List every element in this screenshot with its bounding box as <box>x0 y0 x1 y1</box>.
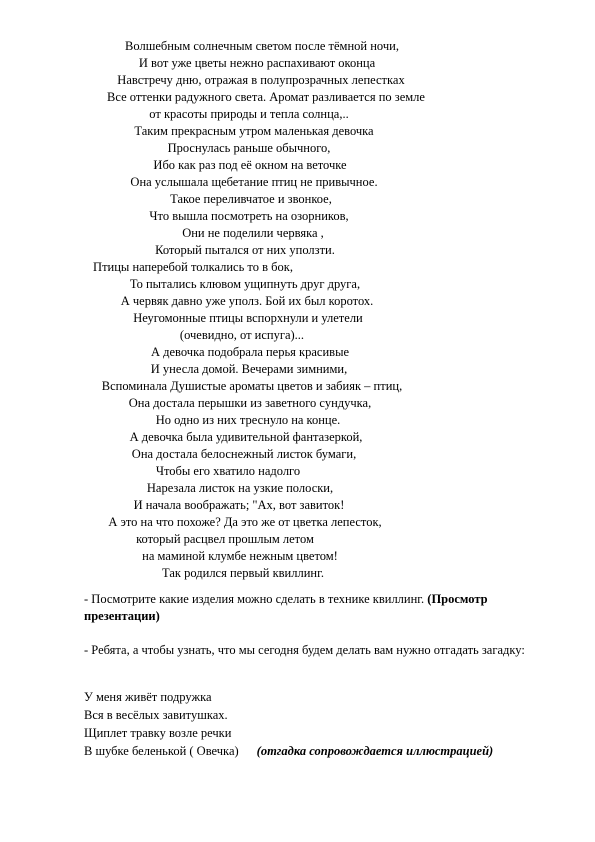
poem-line: Так родился первый квиллинг. <box>162 566 324 580</box>
poem-line: А девочка подобрала перья красивые <box>150 345 350 359</box>
poem-line: То пытались клювом ущипнуть друг друга, <box>129 277 361 291</box>
poem-line: Проснулась раньше обычного, <box>167 141 331 155</box>
poem-line: Волшебным солнечным светом после тёмной ночи, <box>125 39 399 53</box>
poem-line: А червяк давно уже уполз. Бой их был коротох. <box>120 294 374 308</box>
poem-line: Ибо как раз под её окном на веточке <box>153 158 347 172</box>
poem-line: И унесла домой. Вечерами зимними, <box>150 362 348 376</box>
poem-line: Они не поделили червяка , <box>182 226 324 240</box>
riddle-intro-paragraph: - Ребята, а чтобы узнать, что мы сегодня будем делать вам нужно отгадать загадку: <box>84 643 525 657</box>
riddle-line <box>84 743 493 760</box>
presentation-paragraph <box>84 591 544 625</box>
poem-line: Но одно из них треснуло на конце. <box>155 413 341 427</box>
poem-line: А девочка была удивительной фантазеркой, <box>129 430 363 444</box>
poem-line: Который пытался от них уползти. <box>155 243 335 257</box>
poem-line: Она услышала щебетание птиц не привычное. <box>130 175 378 189</box>
poem-line: Она достала белоснежный листок бумаги, <box>131 447 357 461</box>
poem-line: И начала воображать; "Ах, вот завиток! <box>133 498 345 512</box>
poem-line: Навстречу дню, отражая в полупрозрачных лепестках <box>117 73 405 87</box>
poem-line: И вот уже цветы нежно распахивают оконца <box>138 56 376 70</box>
poem-line: А это на что похоже? Да это же от цветка лепесток, <box>108 515 382 529</box>
presentation-note: (Просмотр презентации) <box>84 592 488 623</box>
presentation-text: - Посмотрите какие изделия можно сделать в технике квиллинг. <box>84 592 428 606</box>
poem-line: от красоты природы и тепла солнца,.. <box>149 107 349 121</box>
poem-line: Она достала перышки из заветного сундучка, <box>128 396 372 410</box>
riddle-line: Вся в весёлых завитушках. <box>84 708 228 722</box>
poem-line: Таким прекрасным утром маленькая девочка <box>134 124 374 138</box>
poem-line: Неугомонные птицы вспорхнули и улетели <box>133 311 363 325</box>
poem-line: Чтобы его хватило надолго <box>155 464 301 478</box>
poem-line: Нарезала листок на узкие полоски, <box>146 481 334 495</box>
riddle-line: У меня живёт подружка <box>84 690 212 704</box>
poem-line: Что вышла посмотреть на озорников, <box>149 209 349 223</box>
riddle-last-line: В шубке беленькой ( Овечка) <box>84 744 239 758</box>
poem-line: Все оттенки радужного света. Аромат разливается по земле <box>107 90 425 104</box>
poem-line: Птицы наперебой толкались то в бок, <box>93 260 293 274</box>
poem-line: Такое переливчатое и звонкое, <box>170 192 332 206</box>
riddle-line: Щиплет травку возле речки <box>84 726 232 740</box>
poem-line: на маминой клумбе нежным цветом! <box>142 549 338 563</box>
poem-line: Вспоминала Душистые ароматы цветов и забияк – птиц, <box>101 379 403 393</box>
riddle-note: (отгадка сопровождается иллюстрацией) <box>256 744 494 758</box>
poem-line: (очевидно, от испуга)... <box>179 328 305 342</box>
poem-line: который расцвел прошлым летом <box>136 532 314 546</box>
